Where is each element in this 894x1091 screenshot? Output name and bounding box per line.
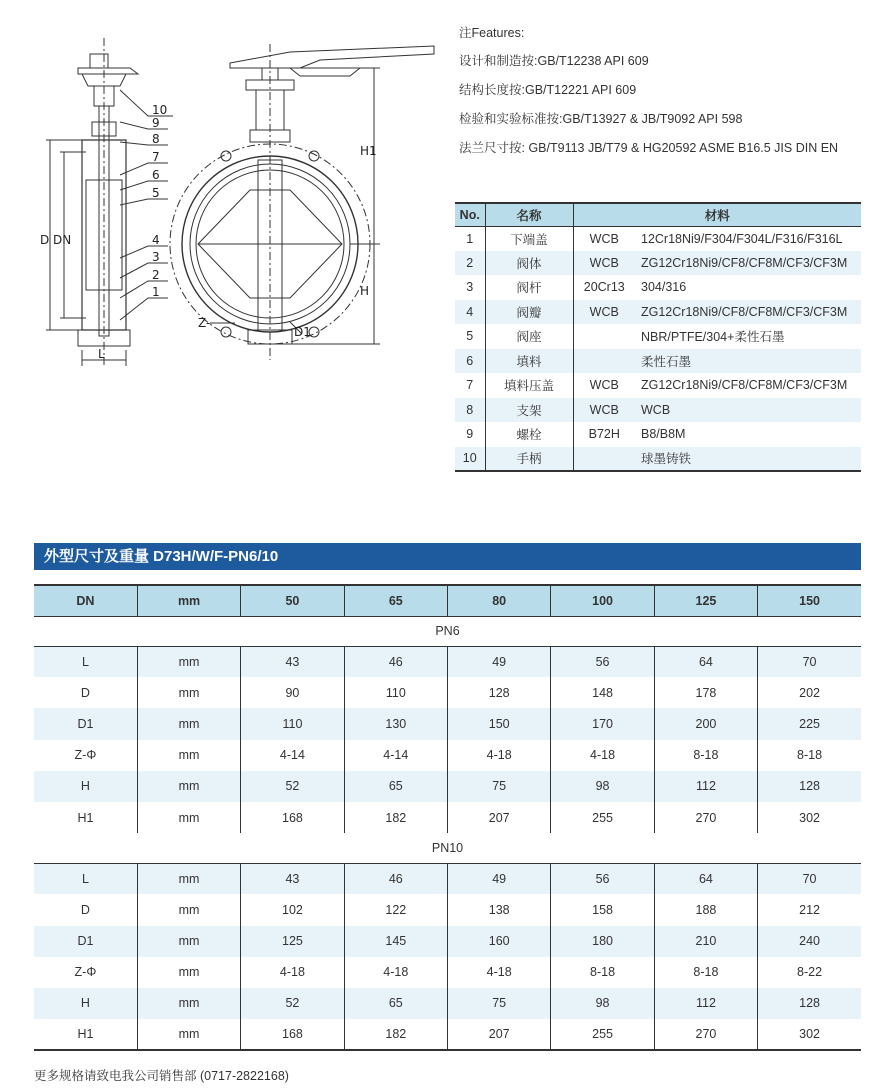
materials-header-name: 名称 bbox=[485, 203, 573, 226]
dimensions-value: 43 bbox=[241, 863, 344, 894]
dimensions-row bbox=[34, 708, 861, 739]
dimensions-value: 70 bbox=[758, 646, 861, 677]
dimensions-row bbox=[34, 988, 861, 1019]
materials-row bbox=[455, 300, 861, 325]
materials-cell-material: 304/316 bbox=[641, 280, 687, 295]
dimensions-value: 145 bbox=[344, 926, 447, 957]
dimensions-value: 148 bbox=[551, 677, 654, 708]
dimensions-value: 225 bbox=[758, 708, 861, 739]
dimensions-row bbox=[34, 863, 861, 894]
dimensions-unit: mm bbox=[137, 708, 240, 739]
dimensions-value: 168 bbox=[241, 802, 344, 833]
materials-cell-no: 6 bbox=[455, 349, 485, 374]
dimensions-unit: mm bbox=[137, 740, 240, 771]
dimensions-header-cell: DN bbox=[34, 585, 137, 616]
dimensions-value: 64 bbox=[654, 646, 757, 677]
dimensions-row bbox=[34, 926, 861, 957]
dimensions-value: 64 bbox=[654, 863, 757, 894]
dimensions-value: 75 bbox=[448, 988, 551, 1019]
dimensions-value: 202 bbox=[758, 677, 861, 708]
materials-cell-name: 阀瓣 bbox=[485, 300, 573, 325]
dimensions-value: 180 bbox=[551, 926, 654, 957]
dimensions-value: 98 bbox=[551, 771, 654, 802]
dimensions-value: 110 bbox=[344, 677, 447, 708]
dimensions-unit: mm bbox=[137, 894, 240, 925]
dimensions-param: D1 bbox=[34, 926, 137, 957]
dimensions-header-cell: 65 bbox=[344, 585, 447, 616]
dimensions-unit: mm bbox=[137, 1019, 240, 1050]
materials-cell-name: 填料 bbox=[485, 349, 573, 374]
part-number-2: 2 bbox=[152, 268, 160, 282]
feature-design-standard: 设计和制造按:GB/T12238 API 609 bbox=[459, 54, 649, 68]
materials-cell-name: 阀体 bbox=[485, 251, 573, 276]
dimensions-unit: mm bbox=[137, 957, 240, 988]
dimensions-header-cell: 50 bbox=[241, 585, 344, 616]
dimensions-param: D1 bbox=[34, 708, 137, 739]
dimensions-unit: mm bbox=[137, 926, 240, 957]
part-number-6: 6 bbox=[152, 168, 160, 182]
dimensions-param: Z-Φ bbox=[74, 965, 97, 980]
materials-header-material: 材料 bbox=[573, 203, 861, 226]
dimensions-value: 56 bbox=[551, 646, 654, 677]
dimensions-value: 240 bbox=[758, 926, 861, 957]
materials-cell-material: 12Cr18Ni9/F304/F304L/F316/F316L bbox=[641, 231, 843, 246]
dim-label-h: H bbox=[360, 284, 370, 298]
dimensions-value: 158 bbox=[551, 894, 654, 925]
dimensions-value: 125 bbox=[241, 926, 344, 957]
dimensions-value: 65 bbox=[344, 771, 447, 802]
dimensions-header-cell: mm bbox=[137, 585, 240, 616]
materials-cell-grade: B72H bbox=[573, 422, 635, 447]
materials-cell-name: 手柄 bbox=[485, 447, 573, 472]
materials-cell-no: 3 bbox=[466, 280, 474, 295]
dimensions-value: 255 bbox=[551, 802, 654, 833]
valve-technical-drawing bbox=[20, 30, 450, 375]
materials-cell-grade bbox=[573, 447, 635, 472]
part-number-3: 3 bbox=[152, 250, 160, 264]
dim-label-d: D bbox=[40, 233, 50, 247]
dimensions-unit: mm bbox=[137, 802, 240, 833]
dimensions-row bbox=[34, 771, 861, 802]
dimensions-param: Z-Φ bbox=[74, 748, 97, 763]
dimensions-row bbox=[34, 740, 861, 771]
dimensions-value: 110 bbox=[241, 708, 344, 739]
pressure-section-label: PN6 bbox=[34, 616, 861, 646]
dimensions-value: 4-18 bbox=[241, 957, 344, 988]
materials-cell-material: 球墨铸铁 bbox=[635, 447, 861, 472]
dimensions-value: 130 bbox=[344, 708, 447, 739]
dimensions-unit: mm bbox=[137, 677, 240, 708]
dimensions-param: D bbox=[80, 685, 90, 700]
materials-row bbox=[455, 226, 861, 251]
dimensions-param: H bbox=[34, 771, 137, 802]
materials-cell-name: 阀座 bbox=[485, 324, 573, 349]
materials-cell-no: 4 bbox=[455, 300, 485, 325]
part-number-4: 4 bbox=[152, 233, 160, 247]
materials-cell-name: 阀杆 bbox=[485, 275, 573, 300]
footer-contact: 更多规格请致电我公司销售部 (0717-2822168) bbox=[34, 1069, 289, 1083]
materials-cell-grade bbox=[573, 349, 635, 374]
dimensions-value: 102 bbox=[241, 894, 344, 925]
materials-cell-no: 9 bbox=[466, 427, 474, 442]
materials-cell-grade: 20Cr13 bbox=[573, 275, 635, 300]
dimensions-unit: mm bbox=[137, 646, 240, 677]
dimensions-value: 52 bbox=[241, 988, 344, 1019]
features-notes bbox=[459, 24, 889, 168]
materials-cell-grade: WCB bbox=[573, 300, 635, 325]
dimensions-value: 182 bbox=[344, 1019, 447, 1050]
part-number-10: 10 bbox=[152, 103, 168, 117]
dimensions-header-cell: 100 bbox=[551, 585, 654, 616]
materials-cell-name: 螺栓 bbox=[485, 422, 573, 447]
dimensions-value: 8-18 bbox=[551, 957, 654, 988]
materials-row bbox=[455, 349, 861, 374]
materials-header-no: No. bbox=[455, 203, 485, 226]
dimensions-value: 182 bbox=[344, 802, 447, 833]
dimensions-value: 178 bbox=[654, 677, 757, 708]
dim-label-l: L bbox=[98, 347, 105, 361]
dimensions-row bbox=[34, 1019, 861, 1050]
materials-cell-material: NBR/PTFE/304+柔性石墨 bbox=[641, 330, 785, 345]
materials-row bbox=[455, 373, 861, 398]
materials-cell-name: 填料压盖 bbox=[485, 373, 573, 398]
dimensions-param: L bbox=[34, 863, 137, 894]
feature-flange-standard: 法兰尺寸按: GB/T9113 JB/T79 & HG20592 ASME B16.5 JIS DIN EN bbox=[459, 141, 839, 155]
materials-cell-no: 8 bbox=[455, 398, 485, 423]
dimensions-value: 207 bbox=[448, 802, 551, 833]
dimensions-value: 170 bbox=[551, 708, 654, 739]
dimensions-param: H1 bbox=[34, 1019, 137, 1050]
dimensions-value: 46 bbox=[344, 863, 447, 894]
part-number-7: 7 bbox=[152, 150, 160, 164]
dimensions-row bbox=[34, 894, 861, 925]
dim-label-z: Z- bbox=[198, 316, 211, 330]
dimensions-param: H1 bbox=[77, 810, 94, 825]
materials-cell-no: 5 bbox=[466, 329, 474, 344]
dimensions-row bbox=[34, 646, 861, 677]
dimensions-value: 302 bbox=[758, 802, 861, 833]
materials-cell-no: 1 bbox=[466, 231, 474, 246]
dimensions-value: 138 bbox=[448, 894, 551, 925]
dimensions-value: 8-18 bbox=[654, 957, 757, 988]
dimensions-value: 70 bbox=[758, 863, 861, 894]
materials-cell-no: 10 bbox=[455, 447, 485, 472]
dimensions-value: 4-18 bbox=[551, 740, 654, 771]
dimensions-value: 128 bbox=[448, 677, 551, 708]
dimensions-value: 210 bbox=[654, 926, 757, 957]
dimensions-title: 外型尺寸及重量 D73H/W/F-PN6/10 bbox=[44, 548, 279, 565]
dimensions-param: H bbox=[34, 988, 137, 1019]
materials-header-row bbox=[455, 203, 861, 226]
features-title: 注Features: bbox=[459, 26, 525, 40]
dimensions-value: 168 bbox=[241, 1019, 344, 1050]
dimensions-value: 90 bbox=[241, 677, 344, 708]
dimensions-value: 4-18 bbox=[344, 957, 447, 988]
dimensions-header-cell: 80 bbox=[448, 585, 551, 616]
dimensions-header-cell: 150 bbox=[758, 585, 861, 616]
dimensions-value: 188 bbox=[654, 894, 757, 925]
materials-row bbox=[455, 447, 861, 472]
dimensions-value: 207 bbox=[448, 1019, 551, 1050]
feature-length-standard: 结构长度按:GB/T12221 API 609 bbox=[459, 83, 637, 97]
dim-label-dn: DN bbox=[53, 233, 72, 247]
dimensions-unit: mm bbox=[137, 863, 240, 894]
materials-cell-grade: WCB bbox=[573, 373, 635, 398]
dimensions-value: 98 bbox=[551, 988, 654, 1019]
dimensions-value: 4-14 bbox=[344, 740, 447, 771]
dimensions-value: 112 bbox=[654, 988, 757, 1019]
dimensions-value: 270 bbox=[654, 802, 757, 833]
dimensions-header-row bbox=[34, 585, 861, 616]
dimensions-value: 160 bbox=[448, 926, 551, 957]
dimensions-value: 49 bbox=[448, 863, 551, 894]
materials-cell-no: 2 bbox=[455, 251, 485, 276]
materials-cell-grade: WCB bbox=[573, 226, 635, 251]
materials-row bbox=[455, 275, 861, 300]
materials-cell-material: ZG12Cr18Ni9/CF8/CF8M/CF3/CF3M bbox=[635, 251, 861, 276]
dimensions-value: 212 bbox=[758, 894, 861, 925]
materials-row bbox=[455, 398, 861, 423]
dimensions-value: 56 bbox=[551, 863, 654, 894]
dimensions-value: 52 bbox=[241, 771, 344, 802]
materials-cell-material: B8/B8M bbox=[641, 427, 686, 442]
dimensions-value: 4-18 bbox=[448, 740, 551, 771]
part-number-1: 1 bbox=[152, 285, 160, 299]
dimensions-value: 270 bbox=[654, 1019, 757, 1050]
part-number-8: 8 bbox=[152, 132, 160, 146]
dimensions-value: 46 bbox=[344, 646, 447, 677]
dimensions-value: 65 bbox=[344, 988, 447, 1019]
materials-row bbox=[455, 324, 861, 349]
dimensions-value: 75 bbox=[448, 771, 551, 802]
dimensions-value: 150 bbox=[448, 708, 551, 739]
dimensions-value: 112 bbox=[654, 771, 757, 802]
dimensions-value: 200 bbox=[654, 708, 757, 739]
materials-cell-material: ZG12Cr18Ni9/CF8/CF8M/CF3/CF3M bbox=[635, 300, 861, 325]
materials-cell-no: 7 bbox=[466, 378, 474, 393]
dimensions-row bbox=[34, 677, 861, 708]
pressure-section-label: PN10 bbox=[34, 833, 861, 863]
dimensions-value: 8-18 bbox=[758, 740, 861, 771]
materials-cell-grade: WCB bbox=[573, 398, 635, 423]
dimensions-value: 302 bbox=[758, 1019, 861, 1050]
dimensions-unit: mm bbox=[137, 771, 240, 802]
materials-table bbox=[455, 202, 861, 472]
dimensions-value: 255 bbox=[551, 1019, 654, 1050]
dimensions-row bbox=[34, 957, 861, 988]
materials-cell-material: 柔性石墨 bbox=[635, 349, 861, 374]
dimensions-title-bar bbox=[34, 543, 861, 570]
dimensions-value: 49 bbox=[448, 646, 551, 677]
materials-row bbox=[455, 422, 861, 447]
materials-cell-material: ZG12Cr18Ni9/CF8/CF8M/CF3/CF3M bbox=[641, 378, 848, 393]
dimensions-table bbox=[34, 584, 861, 1051]
dim-label-h1: H1 bbox=[360, 144, 377, 158]
materials-cell-grade bbox=[573, 324, 635, 349]
dimensions-value: 4-14 bbox=[241, 740, 344, 771]
dimensions-value: 8-22 bbox=[758, 957, 861, 988]
part-number-5: 5 bbox=[152, 186, 160, 200]
dimensions-value: 122 bbox=[344, 894, 447, 925]
materials-cell-material: WCB bbox=[635, 398, 861, 423]
dimensions-param: L bbox=[34, 646, 137, 677]
dimensions-header-cell: 125 bbox=[654, 585, 757, 616]
part-number-9: 9 bbox=[152, 116, 160, 130]
dimensions-value: 128 bbox=[758, 771, 861, 802]
dimensions-value: 128 bbox=[758, 988, 861, 1019]
pressure-section-row bbox=[34, 616, 861, 646]
dimensions-value: 4-18 bbox=[448, 957, 551, 988]
materials-cell-name: 下端盖 bbox=[485, 226, 573, 251]
dimensions-value: 43 bbox=[241, 646, 344, 677]
materials-row bbox=[455, 251, 861, 276]
dimensions-row bbox=[34, 802, 861, 833]
dimensions-value: 8-18 bbox=[654, 740, 757, 771]
feature-test-standard: 检验和实验标准按:GB/T13927 & JB/T9092 API 598 bbox=[459, 112, 743, 126]
dimensions-unit: mm bbox=[137, 988, 240, 1019]
pressure-section-row bbox=[34, 833, 861, 863]
dim-label-d1: D1 bbox=[294, 325, 311, 339]
materials-cell-grade: WCB bbox=[573, 251, 635, 276]
dimensions-param: D bbox=[80, 902, 90, 917]
materials-cell-name: 支架 bbox=[485, 398, 573, 423]
